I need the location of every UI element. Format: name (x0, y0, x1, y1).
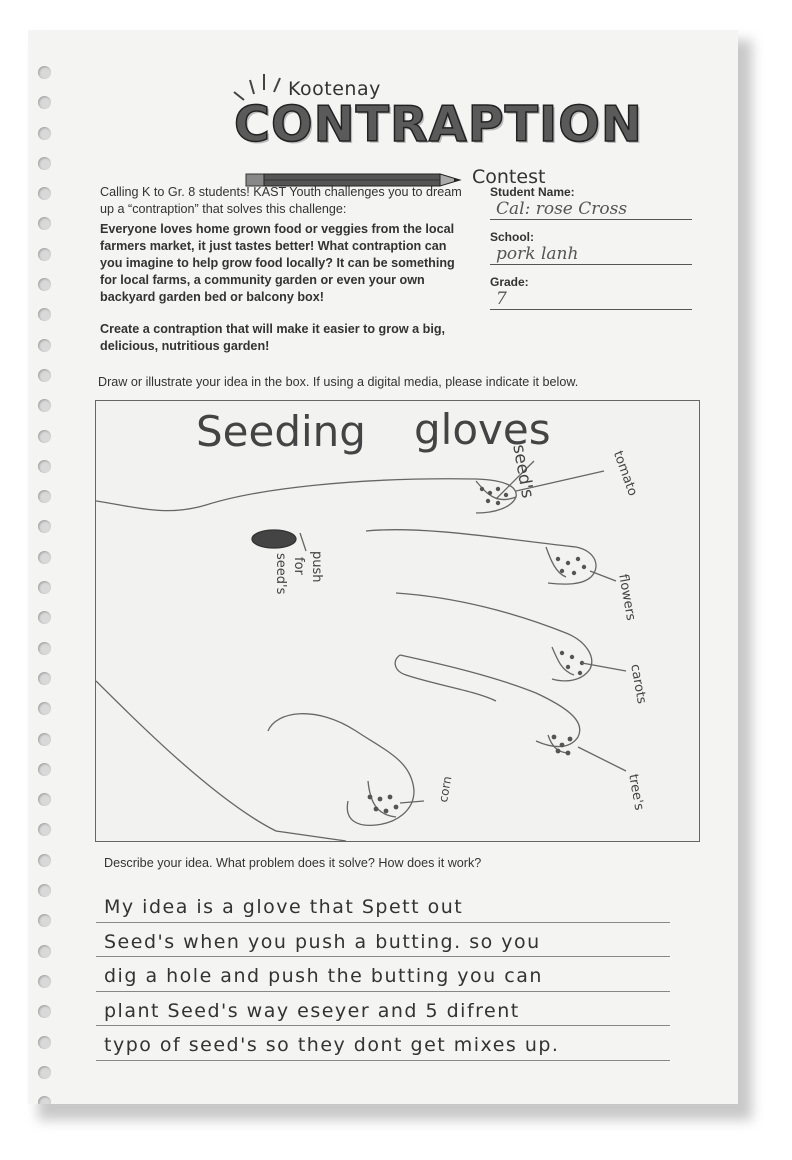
student-name-field[interactable]: Cal: rose Cross (490, 199, 692, 220)
logo-kootenay-text: Kootenay (288, 78, 381, 100)
description-answer[interactable] (96, 888, 670, 1061)
contest-form-page (28, 30, 738, 1104)
school-label: School: (490, 230, 534, 244)
description-line-1: My idea is a glove that Spett out (96, 888, 670, 923)
description-line-4: plant Seed's way eseyer and 5 difrent (96, 992, 670, 1027)
logo-contest-text: Contest (472, 166, 546, 188)
description-line-5: typo of seed's so they dont get mixes up. (96, 1026, 670, 1061)
grade-label: Grade: (490, 275, 529, 289)
description-line-2: Seed's when you push a butting. so you (96, 923, 670, 958)
push-button-drawing (252, 530, 296, 548)
label-seeds-push: seed's (273, 553, 288, 595)
intro-text (100, 184, 472, 355)
drawing-box (95, 400, 700, 842)
logo-contraption-text: CONTRAPTION (234, 96, 643, 153)
describe-prompt: Describe your idea. What problem does it solve? How does it work? (104, 856, 482, 870)
drawing-title-seeding: Seeding (196, 407, 366, 456)
label-for: for (291, 557, 306, 575)
seed-dots-ring (560, 651, 584, 675)
binder-holes (38, 66, 54, 1104)
label-push: push (309, 551, 324, 583)
intro-challenge: Everyone loves home grown food or veggies from the local farmers market, it just tastes better! What contraption can you imagine to help grow food locally? It can be something for local farms, a community garden or even your own backyard garden bed or balcony box! (100, 222, 455, 304)
student-name-label: Student Name: (490, 185, 575, 199)
intro-create: Create a contraption that will make it easier to grow a big, delicious, nutritious garden! (100, 322, 446, 353)
glove-sketch (96, 401, 699, 841)
seed-dots-middle (556, 557, 586, 575)
school-field[interactable]: pork lanh (490, 244, 692, 265)
drawing-instruction: Draw or illustrate your idea in the box. If using a digital media, please indicate it below. (98, 375, 579, 389)
label-thumb: corn (436, 775, 455, 804)
description-line-3: dig a hole and push the butting you can (96, 957, 670, 992)
label-tomato: tomato (609, 449, 640, 499)
drawing-title-gloves: gloves (414, 405, 551, 454)
intro-calling: Calling K to Gr. 8 students! KAST Youth challenges you to dream up a “contraption” that solves this challenge: (100, 185, 462, 216)
label-trees: tree's (625, 773, 647, 812)
seed-dots-index (480, 487, 508, 505)
student-info (490, 185, 692, 320)
label-flowers: flowers (615, 573, 639, 622)
label-carrots: carots (627, 663, 649, 705)
grade-field[interactable]: 7 (490, 289, 692, 310)
label-seeds: seed's (508, 443, 538, 500)
seed-dots-thumb (368, 795, 399, 814)
